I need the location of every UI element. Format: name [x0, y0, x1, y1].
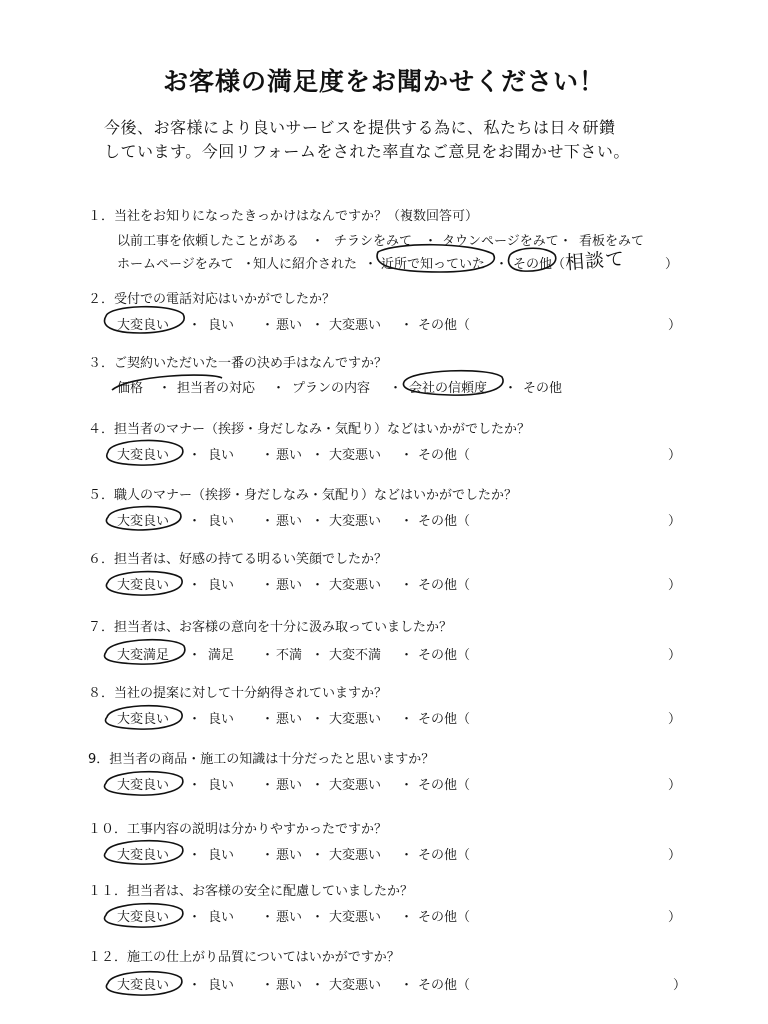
separator: ・	[188, 578, 202, 593]
question-6	[88, 548, 387, 567]
separator: ・	[188, 778, 202, 793]
separator: ・	[188, 712, 202, 727]
option-other[interactable]: その他（	[418, 578, 471, 593]
paren-close: ）	[668, 318, 682, 333]
option-good[interactable]: 良い	[208, 978, 235, 993]
option-very-good[interactable]: 大変良い	[117, 910, 170, 925]
separator: ・	[261, 318, 275, 333]
option-good[interactable]: 良い	[208, 848, 235, 863]
question-number: １１．	[88, 884, 128, 899]
separator: ・	[311, 910, 325, 925]
separator: ・	[495, 257, 509, 272]
q9-options	[117, 774, 687, 792]
option-very-bad[interactable]: 大変悪い	[329, 514, 382, 529]
q12-options	[117, 974, 687, 992]
separator: ・	[559, 234, 573, 249]
question-12	[88, 946, 400, 965]
q11-options	[117, 906, 687, 924]
question-number: １０．	[88, 822, 128, 837]
page-title: お客様の満足度をお聞かせください！	[162, 67, 605, 96]
separator: ・	[311, 848, 325, 863]
q10-options	[117, 844, 687, 862]
question-number: 9．	[88, 752, 110, 767]
question-text: 担当者は、お客様の安全に配慮していましたか？	[127, 884, 414, 899]
q4-options	[117, 444, 687, 462]
option-very-good[interactable]: 大変良い	[117, 578, 170, 593]
separator: ・	[261, 978, 275, 993]
option-bad[interactable]: 悪い	[276, 910, 303, 925]
option-very-bad[interactable]: 大変不満	[329, 648, 382, 663]
option-very-good[interactable]: 大変良い	[117, 448, 170, 463]
question-3	[88, 352, 387, 371]
option-bad[interactable]: 悪い	[276, 848, 303, 863]
separator: ・	[400, 848, 414, 863]
separator: ・	[400, 778, 414, 793]
paren-close: ）	[668, 910, 682, 925]
separator: ・	[261, 648, 275, 663]
option-very-bad[interactable]: 大変悪い	[329, 910, 382, 925]
option-signboard[interactable]: 看板をみて	[579, 234, 645, 249]
separator: ・	[261, 712, 275, 727]
question-1	[88, 205, 478, 224]
separator: ・	[311, 448, 325, 463]
separator: ・	[188, 448, 202, 463]
paren-close: ）	[668, 648, 682, 663]
separator: ・	[424, 234, 438, 249]
option-homepage[interactable]: ホームページをみて	[117, 257, 234, 272]
paren-close: ）	[668, 712, 682, 727]
question-number: ８．	[88, 686, 115, 701]
separator: ・	[188, 514, 202, 529]
option-very-bad[interactable]: 大変悪い	[329, 712, 382, 727]
option-flyer[interactable]: チラシをみて	[334, 234, 413, 249]
separator: ・	[400, 318, 414, 333]
paren-close: ）	[668, 514, 682, 529]
option-good[interactable]: 良い	[208, 318, 235, 333]
separator: ・	[311, 778, 325, 793]
option-company-trust[interactable]: 会社の信頼度	[409, 381, 488, 396]
option-very-bad[interactable]: 大変悪い	[329, 978, 382, 993]
separator: ・	[261, 578, 275, 593]
question-text: 工事内容の説明は分かりやすかったですか？	[127, 822, 388, 837]
option-very-bad[interactable]: 大変悪い	[329, 578, 382, 593]
option-other[interactable]: その他（	[418, 848, 471, 863]
question-text: 当社をお知りになったきっかけはなんですか？（複数回答可）	[114, 209, 479, 224]
option-good[interactable]: 良い	[208, 712, 235, 727]
separator: ・	[400, 448, 414, 463]
option-other[interactable]: その他（	[513, 257, 566, 272]
option-bad[interactable]: 悪い	[276, 578, 303, 593]
question-number: １２．	[88, 950, 128, 965]
option-very-good[interactable]: 大変良い	[117, 712, 170, 727]
option-other[interactable]: その他（	[418, 448, 471, 463]
question-text: 受付での電話対応はいかがでしたか？	[114, 292, 336, 307]
separator: ・	[311, 578, 325, 593]
separator: ・	[261, 448, 275, 463]
q5-options	[117, 510, 687, 528]
question-11	[88, 880, 413, 899]
option-bad[interactable]: 不満	[276, 648, 303, 663]
question-text: 当社の提案に対して十分納得されていますか？	[114, 686, 388, 701]
option-good[interactable]: 良い	[208, 578, 235, 593]
question-number: ３．	[88, 356, 115, 371]
separator: ・	[242, 257, 256, 272]
paren-close: ）	[668, 578, 682, 593]
intro-line-1: 今後、お客様により良いサービスを提供する為に、私たちは日々研鑽	[104, 118, 616, 137]
question-9	[88, 748, 434, 767]
separator: ・	[311, 514, 325, 529]
paren-close: ）	[668, 778, 682, 793]
question-number: ７．	[88, 620, 115, 635]
question-5	[88, 484, 517, 503]
intro-line-2: しています。今回リフォームをされた率直なご意見をお聞かせ下さい。	[104, 142, 630, 161]
option-very-bad[interactable]: 大変悪い	[329, 848, 382, 863]
option-bad[interactable]: 悪い	[276, 712, 303, 727]
separator: ・	[311, 234, 325, 249]
question-number: １．	[88, 209, 115, 224]
separator: ・	[261, 910, 275, 925]
separator: ・	[188, 910, 202, 925]
option-very-good[interactable]: 大変良い	[117, 978, 170, 993]
separator: ・	[400, 578, 414, 593]
question-7	[88, 616, 452, 635]
option-very-bad[interactable]: 大変悪い	[329, 448, 382, 463]
option-bad[interactable]: 悪い	[276, 978, 303, 993]
paren-close: ）	[673, 978, 687, 993]
option-neighborhood[interactable]: 近所で知っていた	[381, 257, 486, 272]
option-price[interactable]: 価格	[117, 381, 144, 396]
intro-text	[104, 116, 724, 164]
separator: ・	[400, 910, 414, 925]
question-text: 担当者は、お客様の意向を十分に汲み取っていましたか？	[114, 620, 453, 635]
option-other[interactable]: その他（	[418, 910, 471, 925]
option-bad[interactable]: 悪い	[276, 448, 303, 463]
option-good[interactable]: 良い	[208, 514, 235, 529]
question-2	[88, 288, 335, 307]
question-10	[88, 818, 387, 837]
option-introduced[interactable]: 知人に紹介された	[253, 257, 358, 272]
option-very-good[interactable]: 大変良い	[117, 318, 170, 333]
option-previous-work[interactable]: 以前工事を依頼したことがある	[117, 234, 300, 249]
separator: ・	[188, 648, 202, 663]
q6-options	[117, 574, 687, 592]
question-text: ご契約いただいた一番の決め手はなんですか？	[114, 356, 388, 371]
option-bad[interactable]: 悪い	[276, 514, 303, 529]
option-good[interactable]: 良い	[208, 910, 235, 925]
separator: ・	[311, 978, 325, 993]
option-very-good[interactable]: 大変良い	[117, 848, 170, 863]
paren-close: ）	[668, 848, 682, 863]
separator: ・	[188, 848, 202, 863]
option-other[interactable]: その他（	[418, 712, 471, 727]
option-good[interactable]: 良い	[208, 448, 235, 463]
separator: ・	[188, 318, 202, 333]
option-other[interactable]: その他（	[418, 318, 471, 333]
question-number: ２．	[88, 292, 115, 307]
question-text: 担当者のマナー（挨拶・身だしなみ・気配り）などはいかがでしたか？	[114, 422, 531, 437]
option-other[interactable]: その他（	[418, 978, 471, 993]
option-very-bad[interactable]: 大変悪い	[329, 778, 382, 793]
separator: ・	[311, 318, 325, 333]
q3-options: 価格 ・ 担当者の対応 ・ プランの内容 ・ 会社の信頼度 ・ その他	[117, 377, 577, 395]
option-very-good[interactable]: 大変良い	[117, 514, 170, 529]
separator: ・	[261, 514, 275, 529]
question-text: 担当者は、好感の持てる明るい笑顔でしたか？	[114, 552, 388, 567]
option-other[interactable]: その他（	[418, 648, 471, 663]
option-plan-content[interactable]: プランの内容	[292, 381, 371, 396]
option-other[interactable]: その他	[523, 381, 563, 396]
question-text: 職人のマナー（挨拶・身だしなみ・気配り）などはいかがでしたか？	[114, 488, 518, 503]
option-town-page[interactable]: タウンページをみて	[442, 234, 559, 249]
paren-close: ）	[668, 448, 682, 463]
option-bad[interactable]: 悪い	[276, 318, 303, 333]
option-staff-response[interactable]: 担当者の対応	[177, 381, 256, 396]
question-text: 担当者の商品・施工の知識は十分だったと思いますか？	[109, 752, 435, 767]
question-text: 施工の仕上がり品質についてはいかがですか？	[127, 950, 400, 965]
question-number: ６．	[88, 552, 115, 567]
option-bad[interactable]: 悪い	[276, 778, 303, 793]
paren-close: ）	[665, 257, 679, 272]
question-number: ５．	[88, 488, 115, 503]
option-good[interactable]: 良い	[208, 778, 235, 793]
option-other[interactable]: その他（	[418, 778, 471, 793]
separator: ・	[311, 712, 325, 727]
handwritten-answer: 相談て	[564, 247, 626, 275]
separator: ・	[400, 978, 414, 993]
separator: ・	[400, 712, 414, 727]
q8-options	[117, 708, 687, 726]
separator: ・	[261, 848, 275, 863]
option-very-good[interactable]: 大変良い	[117, 778, 170, 793]
option-very-good[interactable]: 大変満足	[117, 648, 170, 663]
separator: ・	[364, 257, 378, 272]
option-very-bad[interactable]: 大変悪い	[329, 318, 382, 333]
separator: ・	[400, 648, 414, 663]
question-number: ４．	[88, 422, 115, 437]
question-4	[88, 418, 530, 437]
separator: ・	[261, 778, 275, 793]
q7-options	[117, 644, 687, 662]
option-good[interactable]: 満足	[208, 648, 235, 663]
separator: ・	[188, 978, 202, 993]
question-8	[88, 682, 387, 701]
option-other[interactable]: その他（	[418, 514, 471, 529]
separator: ・	[400, 514, 414, 529]
separator: ・	[311, 648, 325, 663]
q2-options	[117, 314, 687, 332]
